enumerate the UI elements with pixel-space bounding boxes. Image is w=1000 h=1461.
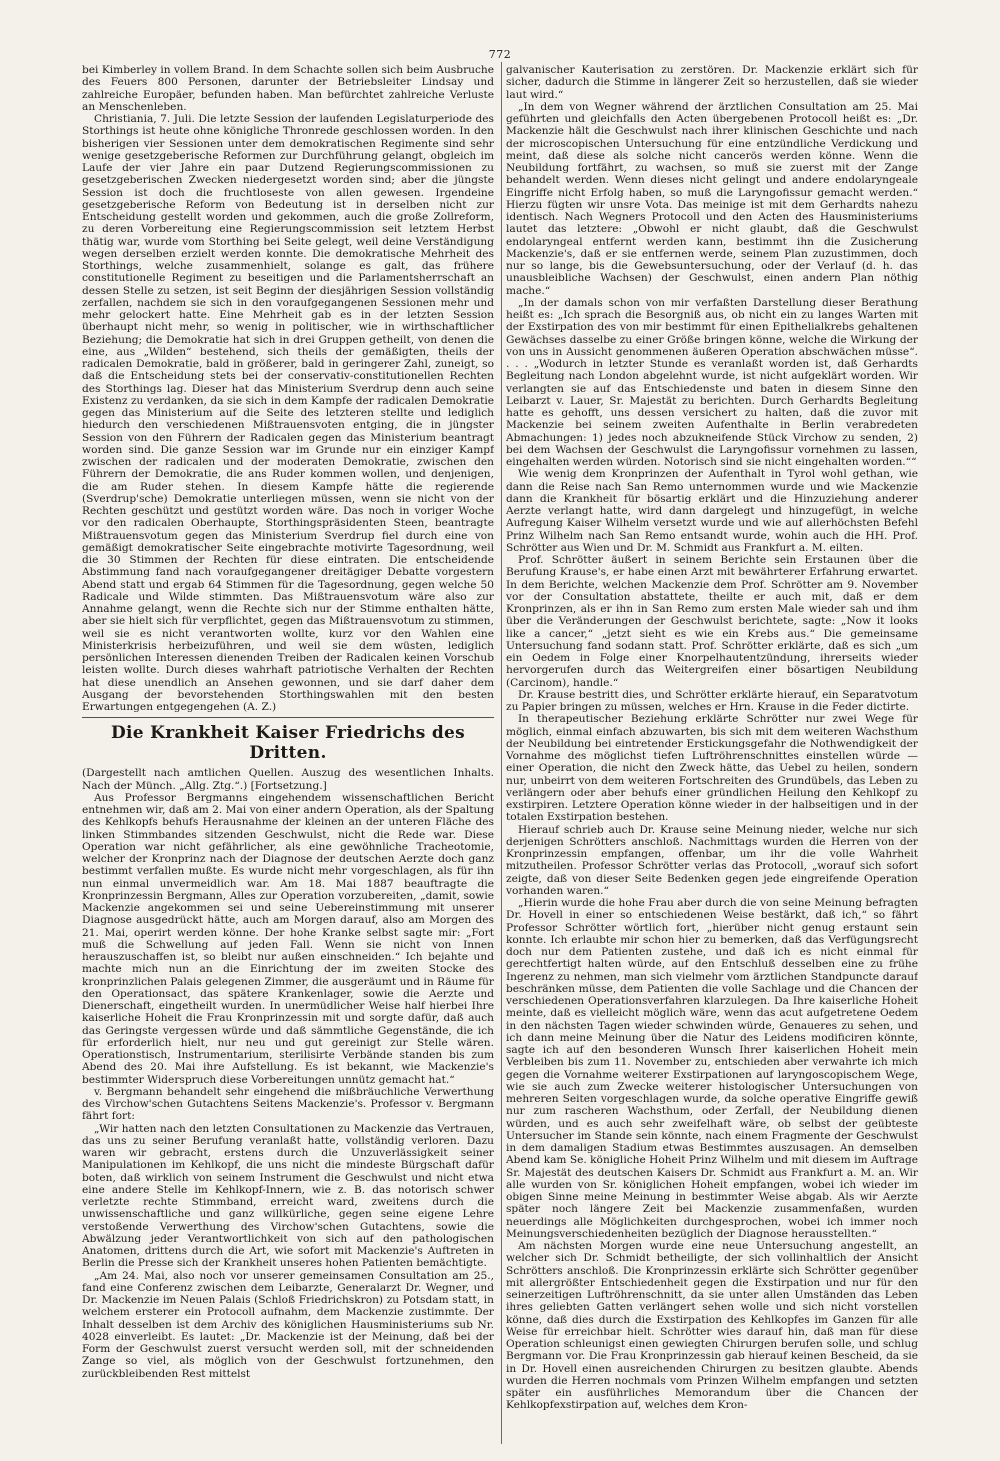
paragraph: „In dem von Wegner während der ärztlichen Consultation am 25. Mai geführten und gleichfalls den Acten übergebenen Protocoll heißt es: „Dr. Mackenzie hält die Geschwulst nach ihrer klinischen Geschichte und nach der microscopischen Untersuchung für eine entzündliche Verdickung und meint, daß diese als solche nicht cancerös werden könne. Wenn die Neubildung fortfährt, zu wachsen, so muß sie zuerst mit der Zange behandelt werden. Wenn dieses nicht gelingt und andere endolaryngeale Eingriffe nicht Erfolg haben, so muß die Laryngofissur gemacht werden.“ Hierzu fügten wir unsre Vota. Das meinige ist mit dem Gerhardts nahezu identisch. Nach Wegners Protocoll und den Acten des Hausministeriums lautet das letztere: „Obwohl er nicht glaubt, daß die Geschwulst endolaryngeal entfernt werden kann, bestimmt ihn die Zusicherung Mackenzie's, daß er sie entfernen werde, seinem Plan zuzustimmen, doch nur so lange, bis die Gewebsuntersuchung, oder der Verlauf (d. h. das unausbleibliche Wachsen) der Geschwulst, einen andern Plan nöthig mache.“ xyxy=(506,100,918,297)
paragraph: Wie wenig dem Kronprinzen der Aufenthalt in Tyrol wohl gethan, wie dann die Reise nach San Remo unternommen wurde und wie Mackenzie dann die Krankheit für bösartig erklärt und die Hinzuziehung anderer Aerzte verlangt hatte, wird dann dargelegt und hinzugefügt, in welche Aufregung Kaiser Wilhelm versetzt wurde und wie auf allerhöchsten Befehl Prinz Wilhelm nach San Remo entsandt wurde, wohin auch die HH. Prof. Schrötter aus Wien und Dr. M. Schmidt aus Frankfurt a. M. eilten. xyxy=(506,468,918,554)
paragraph: galvanischer Kauterisation zu zerstören. Dr. Mackenzie erklärt sich für sicher, dadurch die Stimme in längerer Zeit so herzustellen, daß sie wieder laut wird.“ xyxy=(506,64,918,101)
paragraph: Prof. Schrötter äußert in seinem Berichte sein Erstaunen über die Berufung Krause's, er habe einen Arzt mit bewährterer Erfahrung erwartet. In dem Berichte, welchen Mackenzie dem Prof. Schrötter am 9. November vor der Consultation abstattete, theilte er auch mit, daß er dem Kronprinzen, als er ihn in San Remo zum ersten Male wieder sah und ihm über die Veränderungen der Geschwulst berichtete, sagte: „Now it looks like a cancer,“ „jetzt sieht es wie ein Krebs aus.“ Die gemeinsame Untersuchung fand sodann statt. Prof. Schrötter erklärte, daß es sich „um ein Oedem in Folge einer Knorpelhautentzündung, ihrerseits wieder hervorgerufen durch das Weitergreifen einer bösartigen Neubildung (Carcinom), handle.“ xyxy=(506,554,918,689)
left-column xyxy=(82,64,494,1444)
paragraph: Dr. Krause bestritt dies, und Schrötter erklärte hierauf, ein Separatvotum zu Papier bringen zu müssen, welches er Hrn. Krause in die Feder dictirte. xyxy=(506,688,918,713)
paragraph: „Am 24. Mai, also noch vor unserer gemeinsamen Consultation am 25., fand eine Conferenz zwischen dem Leibarzte, Generalarzt Dr. Wegner, und Dr. Mackenzie im Neuen Palais (Schloß Friedrichskron) zu Potsdam statt, in welchem ersterer ein Protocoll aufnahm, dem Mackenzie zustimmte. Der Inhalt desselben ist dem Archiv des königlichen Hausministeriums sub Nr. 4028 einverleibt. Es lautet: „Dr. Mackenzie ist der Meinung, daß bei der Form der Geschwulst zuerst versucht werden soll, mit der schneidenden Zange so viel, als möglich von der Geschwulst fortzunehmen, den zurückbleibenden Rest mittelst xyxy=(82,1269,494,1380)
heading-rule xyxy=(82,717,494,718)
paragraph: Christiania, 7. Juli. Die letzte Session der laufenden Legislaturperiode des Storthings ist heute ohne königliche Thronrede geschlossen worden. In den bisherigen vier Sessionen unter dem demokratischen Regimente sind sehr wenige gesetzgeberische Reformen zur Durchführung gelangt, obgleich im Laufe der vier Jahre ein paar Dutzend Regierungscommissionen zu gesetzgeberischen Zwecken niedergesetzt worden sind; aber die jüngste Session ist doch die fruchtloseste von allen gewesen. Irgendeine gesetzgeberische Reform von Bedeutung ist in derselben nicht zur Entscheidung gestellt worden und gekommen, auch die große Zollreform, zu deren Vorbereitung eine Regierungscommission seit letztem Herbst thätig war, wurde vom Storthing bei Seite gelegt, weil deine Verständigung wegen derselben erzielt werden konnte. Die demokratische Mehrheit des Storthings, welche zusammenhielt, solange es galt, das frühere constitutionelle Regiment zu beseitigen und die Parlamentsherrschaft an dessen Stelle zu setzen, ist seit Beginn der diesjährigen Session vollständig zerfallen, nachdem sie sich in den voraufgegangenen Sessionen mehr und mehr gelockert hatte. Eine Mehrheit gab es in der letzten Session überhaupt nicht mehr, so wenig in politischer, wie in wirthschaftlicher Beziehung; die Demokratie hat sich in drei Gruppen getheilt, von denen die eine, aus „Wilden“ bestehend, sich theils der gemäßigten, theils der radicalen Demokratie, bald in größerer, bald in geringerer Zahl, zuneigt, so daß die Entscheidung stets bei der conservativ-constitutionellen Rechten des Storthings lag. Dieser hat das Ministerium Sverdrup denn auch seine Existenz zu verdanken, da sie sich in dem Kampfe der radicalen Demokratie gegen das Ministerium auf die Seite des letzteren stellte und lediglich hiedurch den verschiedenen Mißtrauensvoten entging, die in jüngster Session von den Führern der Radicalen gegen das Ministerium beantragt worden sind. Die ganze Session war im Grunde nur ein einziger Kampf zwischen der radicalen und der moderaten Demokratie, zwischen den Führern der Demokratie, die ans Ruder kommen wollen, und denjenigen, die am Ruder stehen. In diesem Kampfe hätte die regierende (Sverdrup'sche) Demokratie unterliegen müssen, wenn sie nicht von der Rechten geschützt und gestützt worden wäre. Das noch in voriger Woche vor den radicalen Oberhaupte, Storthingspräsidenten Steen, beantragte Mißtrauensvotum gegen das Ministerium Sverdrup fiel durch eine von gemäßigt demokratischer Seite eingebrachte motivirte Tagesordnung, weil die 30 Stimmen der Rechten für diese eintraten. Die entscheidende Abstimmung fand nach voraufgegangener dreitägiger Debatte vorgestern Abend statt und ergab 64 Stimmen für die Tagesordnung, gegen welche 50 Radicale und Wilde stimmten. Das Mißtrauensvotum wäre also zur Annahme gelangt, wenn die Rechte sich nur der Stimme enthalten hätte, aber sie hielt sich für verpflichtet, gegen das Mißtrauensvotum zu stimmen, weil sie es nicht verantworten wollte, kurz vor den Wahlen eine Ministerkrisis herbeizuführen, und weil sie dem wüsten, lediglich persönlichen Interessen dienenden Treiben der Radicalen keinen Vorschub leisten wollte. Durch dieses wahrhaft patriotische Verhalten der Rechten hat diese unendlich an Ansehen gewonnen, und sie darf daher dem Ausgang der bevorstehenden Storthingswahlen mit den besten Erwartungen entgegengehen (A. Z.) xyxy=(82,113,494,713)
page-number: 772 xyxy=(488,48,512,61)
paragraph: bei Kimberley in vollem Brand. In dem Schachte sollen sich beim Ausbruche des Feuers 800 Personen, darunter der Betriebsleiter Lindsay und zahlreiche Europäer, befunden haben. Man befürchtet zahlreiche Verluste an Menschenleben. xyxy=(82,64,494,113)
article-heading: Die Krankheit Kaiser Friedrichs des Dritten. xyxy=(110,723,465,764)
paragraph: „Wir hatten nach den letzten Consultationen zu Mackenzie das Vertrauen, das uns zu seiner Berufung veranlaßt hatte, vollständig verloren. Dazu waren wir gebracht, erstens durch die Unzuverlässigkeit seiner Manipulationen im Kehlkopf, die uns nicht die mindeste Bürgschaft dafür boten, daß wirklich von seinem Instrument die Geschwulst und nicht etwa eine andere Stelle im Kehlkopf-Innern, wie z. B. das notorisch schwer verletzte rechte Stimmband, erreicht ward, zweitens durch die unwissenschaftliche und ganz willkürliche, gegen seine eigene Lehre verstoßende Verwerthung des Virchow'schen Gutachtens, sowie die Abwälzung jeder Verantwortlichkeit von sich auf den pathologischen Anatomen, drittens durch die Art, wie sofort mit Mackenzie's Auftreten in Berlin die Presse sich der Krankheit unseres hohen Patienten bemächtigte. xyxy=(82,1122,494,1270)
right-column xyxy=(506,64,918,1444)
paragraph: Hierauf schrieb auch Dr. Krause seine Meinung nieder, welche nur sich derjenigen Schrötters anschloß. Nachmittags wurden die Herren von der Kronprinzessin empfangen, offenbar, um ihr die volle Wahrheit mitzutheilen. Professor Schrötter verlas das Protocoll, „worauf sich sofort zeigte, daß von dieser Seite Bedenken gegen jede eingreifende Operation vorhanden waren.“ xyxy=(506,823,918,897)
article-subtitle: (Dargestellt nach amtlichen Quellen. Auszug des wesentlichen Inhalts. Nach der Münch. „Allg. Ztg.“.) [Fortsetzung.] xyxy=(82,767,494,792)
paragraph: Am nächsten Morgen wurde eine neue Untersuchung angestellt, an welcher sich Dr. Schmidt betheiligte, der sich vollinhaltlich der Ansicht Schrötters anschloß. Die Kronprinzessin erklärte sich Schrötter gegenüber mit allergrößter Entschiedenheit gegen die Exstirpation und nur für den seinerzeitigen Luftröhrenschnitt, da sie unter allen Umständen das Leben ihres geliebten Gatten verlängert sehen wolle und sich nicht vorstellen könne, daß dies durch die Exstirpation des Kehlkopfes im Ganzen für alle Weise für erreichbar hielt. Schrötter wies darauf hin, daß man für diese Operation schleunigst einen gewiegten Chirurgen berufen solle, und schlug Bergmann vor. Die Frau Kronprinzessin gab hierauf keinen Bescheid, da sie in Dr. Hovell einen ausreichenden Chirurgen zu besitzen glaubte. Abends wurden die Herren nochmals vom Prinzen Wilhelm empfangen und setzten später ein ausführliches Memorandum über die Chancen der Kehlkopfexstirpation auf, welches dem Kron- xyxy=(506,1240,918,1412)
paragraph: v. Bergmann behandelt sehr eingehend die mißbräuchliche Verwerthung des Virchow'schen Gutachtens Seitens Mackenzie's. Professor v. Bergmann fährt fort: xyxy=(82,1085,494,1123)
paragraph: In therapeutischer Beziehung erklärte Schrötter nur zwei Wege für möglich, einmal einfach abzuwarten, bis sich mit dem weiteren Wachsthum der Neubildung bei eintretender Erstickungsgefahr die Nothwendigkeit der Vornahme des möglichst tiefen Luftröhrenschnittes einstellen würde — einer Operation, die nicht den Zweck hätte, das Uebel zu heilen, sondern nur, unbeirrt von dem weiteren Fortschreiten des Grundübels, das Leben zu verlängern oder aber behufs einer gründlichen Heilung den Kehlkopf zu exstirpiren. Letztere Operation könne wieder in der halbseitigen und in der totalen Exstirpation bestehen. xyxy=(506,713,918,824)
paragraph: Aus Professor Bergmanns eingehendem wissenschaftlichen Bericht entnehmen wir, daß am 2. Mai von einer andern Operation, als der Spaltung des Kehlkopfs behufs Herausnahme der kleinen an der unteren Fläche des linken Stimmbandes sitzenden Geschwulst, nicht die Rede war. Diese Operation war nicht gefährlicher, als eine gewöhnliche Tracheotomie, welcher der Kronprinz nach der Diagnose der deutschen Aerzte doch ganz bestimmt verfallen mußte. Es wurde nicht mehr vorgeschlagen, als für ihn nun einmal unvermeidlich war. Am 18. Mai 1887 beauftragte die Kronprinzessin Bergmann, Alles zur Operation vorzubereiten, „damit, sowie Mackenzie angekommen sei und seine Uebereinstimmung mit unserer Diagnose ausgedrückt hätte, auch am Morgen darauf, also am Morgen des 21. Mai, operirt werden könne. Der hohe Kranke selbst sagte mir: „Fort muß die Schwellung auf jeden Fall. Wenn sie nicht von Innen herauszuschaffen ist, so bleibt nur außen einschneiden.“ Ich bejahte und machte mich nun an die Einrichtung der im zweiten Stocke des kronprinzlichen Palais gelegenen Zimmer, die ausgeräumt und in Räume für den Operationsact, das spätere Krankenlager, sowie die Aerzte und Dienerschaft, eingetheilt wurden. In unermüdlicher Weise half hierbei Ihre kaiserliche Hoheit die Frau Kronprinzessin mit und sorgte dafür, daß auch das Geringste vergessen würde und daß sämmtliche Gegenstände, die ich für erforderlich hielt, nur neu und gut gereinigt zur Stelle wären. Operationstisch, Instrumentarium, sterilisirte Verbände standen bis zum Abend des 20. Mai ihre Aufstellung. Es ist bekannt, wie Mackenzie's bestimmter Widerspruch diese Vorbereitungen unnütz gemacht hat.“ xyxy=(82,791,494,1086)
paragraph: „Hierin wurde die hohe Frau aber durch die von seine Meinung befragten Dr. Hovell in einer so entschiedenen Weise bestärkt, daß ich,“ so fährt Professor Schrötter wörtlich fort, „hierüber nicht genug erstaunt sein konnte. Ich erlaubte mir schon hier zu bemerken, daß das Verfügungsrecht doch nur dem Patienten zustehe, und daß ich es nicht einmal für gerechtfertigt halten würde, auf den Entschluß desselben eine zu frühe Ingerenz zu nehmen, man sich vielmehr vom ärztlichen Standpuncte darauf beschränken müsse, dem Patienten die volle Sachlage und die Chancen der verschiedenen Operationsverfahren klarzulegen. Da Ihre kaiserliche Hoheit meinte, daß es vielleicht möglich wäre, wenn das acut aufgetretene Oedem in den nächsten Tagen wieder schwinden würde, Genaueres zu sehen, und ich dann meine Meinung über die Natur des Leidens modificiren könnte, sagte ich auf den besonderen Wunsch Ihrer kaiserlichen Hoheit mein Verbleiben bis zum 11. November zu, entschieden aber verwahrte ich mich gegen die Vornahme weiterer Exstirpationen auf laryngoscopischem Wege, wie sie auch zum Zwecke weiterer histologischer Untersuchungen von mehreren Seiten vorgeschlagen wurde, da solche operative Eingriffe gewiß nur zum rascheren Wachsthum, oder Zerfall, der Neubildung dienen würden, und es auch sehr zweifelhaft wäre, ob selbst der geübteste Untersucher im Stande sein könnte, nach einem Fragmente der Geschwulst in dem damaligen Stadium etwas Bestimmtes auszusagen. An demselben Abend kam Se. königliche Hoheit Prinz Wilhelm und mit diesem im Auftrage Sr. Majestät des deutschen Kaisers Dr. Schmidt aus Frankfurt a. M. an. Wir alle wurden von Sr. königlichen Hoheit empfangen, wobei ich wieder im obigen Sinne meine Meinung in bestimmter Weise abgab. Als wir Aerzte später noch längere Zeit bei Mackenzie zusammenfaßen, wurden neuerdings alle Möglichkeiten durchgesprochen, wobei ich immer noch Meinungsverschiedenheiten bezüglich der Diagnose herausstellten.“ xyxy=(506,897,918,1240)
column-divider xyxy=(501,62,502,1444)
paragraph: „In der damals schon von mir verfaßten Darstellung dieser Berathung heißt es: „Ich sprach die Besorgniß aus, ob nicht ein zu langes Warten mit der Exstirpation des von mir bestimmt für einen Epithelialkrebs gehaltenen Gewächses dasselbe zu einer Größe bringen könne, welche die Wirkung der von uns in Aussicht genommenen äußeren Operation abschwächen müsse“. . . . „Wodurch in letzter Stunde es veranlaßt worden ist, daß Gerhardts Begleitung nach London abgelehnt wurde, ist nicht aufgeklärt worden. Wir verlangten sie auf das Entschiedenste und baten in diesem Sinne den Leibarzt v. Lauer, Sr. Majestät zu berichten. Durch Gerhardts Begleitung hatte es gehofft, uns dessen versichert zu halten, daß die zuvor mit Mackenzie bei seinem zweiten Aufenthalte in Berlin verabredeten Abmachungen: 1) jedes noch abzukneifende Stück Virchow zu senden, 2) bei dem Wachsen der Geschwulst die Laryngofissur vornehmen zu lassen, eingehalten werden würden. Notorisch sind sie nicht eingehalten worden.““ xyxy=(506,296,918,468)
